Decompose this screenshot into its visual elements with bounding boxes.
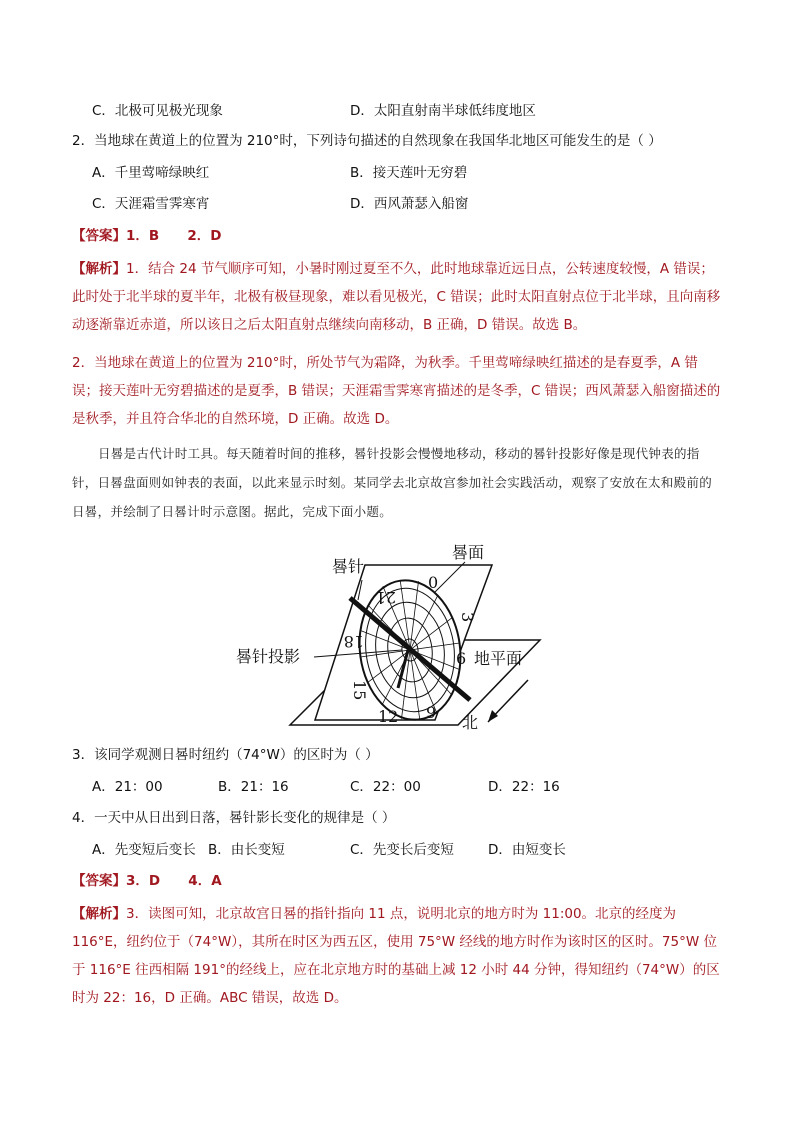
q2-option-c: C．天涯霜雪霁寒宵 bbox=[92, 196, 210, 212]
answer-block-2 bbox=[72, 871, 222, 891]
dial-label: 晷面 bbox=[452, 543, 485, 562]
analysis-2-para-1 bbox=[72, 900, 724, 1012]
north-arrowhead bbox=[488, 710, 498, 722]
question-2-stem: 2．当地球在黄道上的位置为 210°时，下列诗句描述的自然现象在我国华北地区可能发生的是（ ） bbox=[72, 133, 662, 149]
answer-label: 【答案】 bbox=[72, 873, 126, 889]
answer-block-1 bbox=[72, 226, 221, 246]
answer-text: 1．B 2．D bbox=[126, 228, 222, 244]
q3-option-d: D．22：16 bbox=[488, 779, 560, 795]
hour-label-18: 18 bbox=[343, 632, 364, 651]
question-4-stem: 4．一天中从日出到日落，晷针影长变化的规律是（ ） bbox=[72, 810, 396, 826]
analysis-label: 【解析】 bbox=[72, 906, 126, 922]
q2-option-d: D．西风萧瑟入船窗 bbox=[350, 196, 469, 212]
analysis-label: 【解析】 bbox=[72, 261, 126, 277]
q1-option-d: D．太阳直射南半球低纬度地区 bbox=[350, 103, 536, 119]
hour-label-15: 15 bbox=[350, 680, 369, 701]
ground-label: 地平面 bbox=[474, 649, 523, 668]
analysis-1-para-2: 2．当地球在黄道上的位置为 210°时，所处节气为霜降，为秋季。千里莺啼绿映红描述的是春夏季，A 错误；接天莲叶无穷碧描述的是夏季，B 错误；天涯霜雪霁寒宵描述的是冬季，C 错误；西风萧瑟入船窗描述的是秋季，并且符合华北的自然环境，D 正确。故选 D。 bbox=[72, 355, 721, 427]
shadow-label: 晷针投影 bbox=[236, 647, 301, 666]
q4-option-c: C．先变长后变短 bbox=[350, 842, 454, 858]
analysis-2-text: 3．读图可知，北京故宫日晷的指针指向 11 点，说明北京的地方时为 11:00。北京的经度为 116°E，纽约位于（74°W），其所在时区为西五区，使用 75°W 经线的地方时作为该时区的区时。75°W 位于 116°E 往西相隔 191°的经线上，应在北京地方时的基础上减 12 小时 44 分钟，得知纽约（74°W）的区时为 22：16，D 正确。ABC 错误，故选 D。 bbox=[72, 906, 720, 1006]
q4-option-a: A．先变短后变长 bbox=[92, 842, 196, 858]
q3-option-b: B．21：16 bbox=[218, 779, 289, 795]
gnomon-label: 晷针 bbox=[332, 557, 365, 576]
q2-option-a: A．千里莺啼绿映红 bbox=[92, 165, 210, 181]
analysis-1-text: 1．结合 24 节气顺序可知，小暑时刚过夏至不久，此时地球靠近远日点，公转速度较慢，A 错误；此时处于北半球的夏半年，北极有极昼现象，难以看见极光，C 错误；此时太阳直射点位于北半球，且向南移动逐渐靠近赤道，所以该日之后太阳直射点继续向南移动，B 正确，D 错误。故选 B。 bbox=[72, 261, 721, 333]
reading-passage: 日晷是古代计时工具。每天随着时间的推移，晷针投影会慢慢地移动，移动的晷针投影好像是现代钟表的指针，日晷盘面则如钟表的表面，以此来显示时刻。某同学去北京故宫参加社会实践活动，观察了安放在太和殿前的日晷，并绘制了日晷计时示意图。据此，完成下面小题。 bbox=[72, 446, 713, 519]
q2-option-b: B．接天莲叶无穷碧 bbox=[350, 165, 468, 181]
question-3-stem: 3．该同学观测日晷时纽约（74°W）的区时为（ ） bbox=[72, 747, 379, 763]
hour-label-6: 6 bbox=[456, 649, 467, 668]
hour-label-9: 9 bbox=[426, 703, 437, 722]
hour-label-12: 12 bbox=[378, 707, 399, 726]
sundial-diagram bbox=[230, 540, 560, 740]
q3-option-a: A．21：00 bbox=[92, 779, 163, 795]
q4-option-b: B．由长变短 bbox=[208, 842, 285, 858]
analysis-1-para-1 bbox=[72, 255, 724, 339]
hour-label-3: 3 bbox=[458, 612, 477, 623]
sundial-figure bbox=[230, 540, 560, 740]
hour-label-21: 21 bbox=[375, 588, 396, 607]
hour-label-0: 0 bbox=[428, 573, 439, 592]
answer-label: 【答案】 bbox=[72, 228, 126, 244]
answer-text: 3．D 4．A bbox=[126, 873, 222, 889]
q4-option-d: D．由短变长 bbox=[488, 842, 566, 858]
q1-option-c: C．北极可见极光现象 bbox=[92, 103, 223, 119]
q3-option-c: C．22：00 bbox=[350, 779, 421, 795]
north-label: 北 bbox=[462, 713, 479, 732]
